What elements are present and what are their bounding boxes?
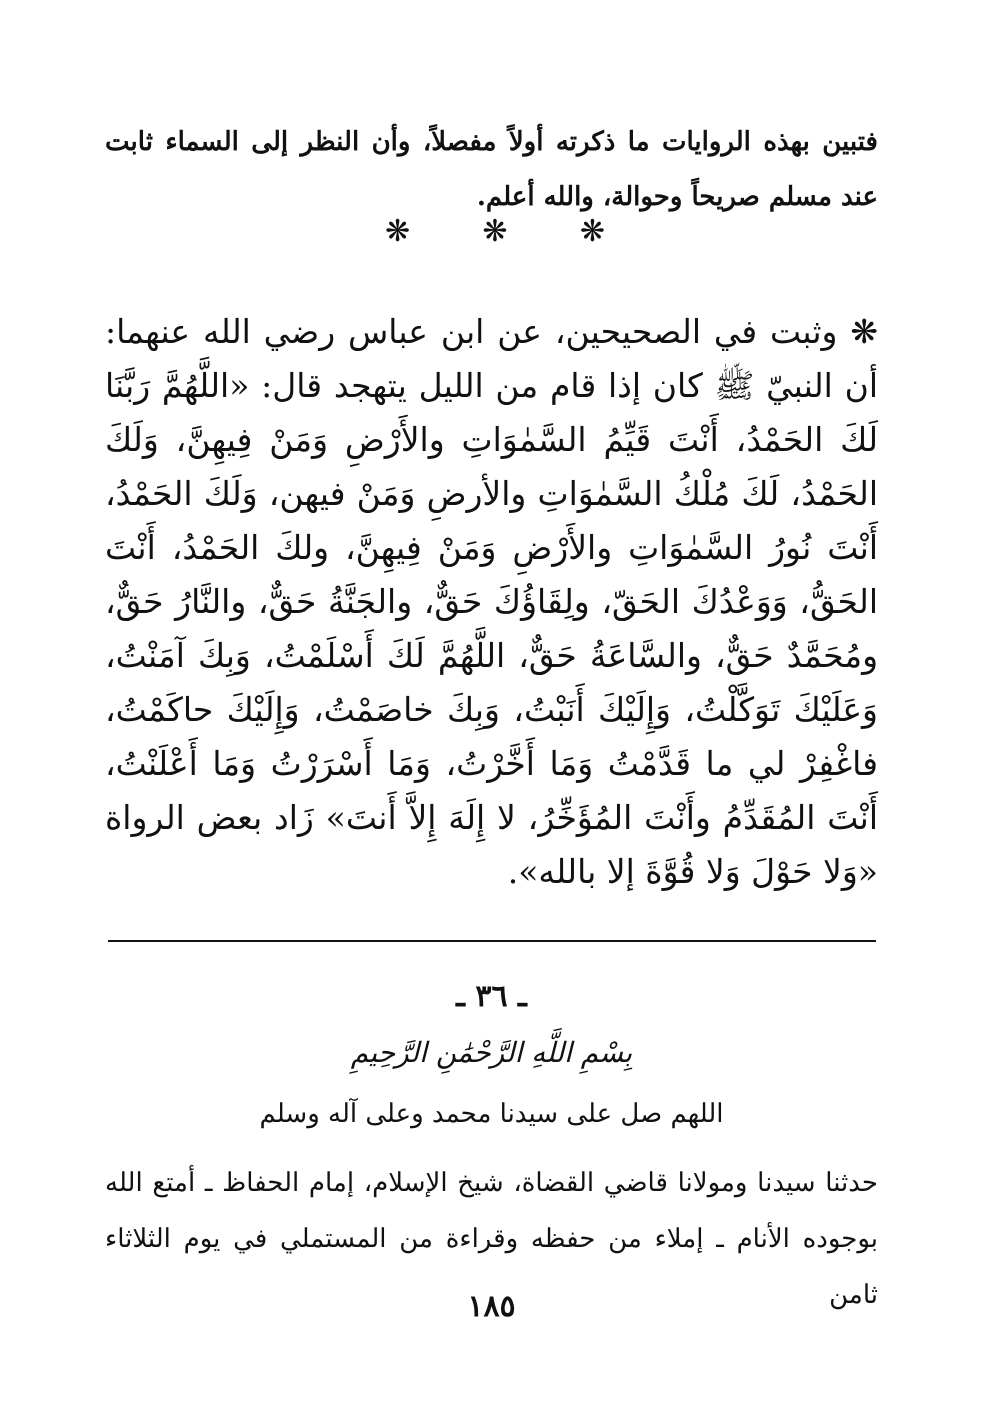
section-divider bbox=[108, 940, 876, 942]
basmala-heading: بِسْمِ اللَّهِ الرَّحْمَٰنِ الرَّحِيمِ bbox=[350, 1036, 633, 1069]
intro-paragraph: فتبين بهذه الروايات ما ذكرته أولاً مفصلاً، وأن النظر إلى السماء ثابت عند مسلم صريحاً وحوالة، والله أعلم. bbox=[105, 127, 878, 212]
salawat-line: اللهم صل على سيدنا محمد وعلى آله وسلم bbox=[259, 1099, 724, 1129]
hadith-paragraph: ❋ وثبت في الصحيحين، عن ابن عباس رضي الله عنهما: أن النبيّ ﷺ كان إذا قام من الليل يتهجد قال: «اللَّهُمَّ رَبَّنَا لَكَ الحَمْدُ، أَنْتَ قَيِّمُ السَّمٰوَاتِ والأَرْضِ وَمَنْ فِيهِنَّ، وَلَكَ الحَمْدُ، لَكَ مُلْكُ السَّمٰوَاتِ والأرضِ وَمَنْ فيهن، وَلَكَ الحَمْدُ، أَنْتَ نُورُ السَّمٰوَاتِ والأَرْضِ وَمَنْ فِيهِنَّ، ولكَ الحَمْدُ، أَنْتَ الحَقُّ، وَوَعْدُكَ الحَقّ، ولِقَاؤُكَ حَقٌّ، والجَنَّةُ حَقٌّ، والنَّارُ حَقٌّ، ومُحَمَّدٌ حَقٌّ، والسَّاعَةُ حَقٌّ، اللَّهُمَّ لَكَ أَسْلَمْتُ، وَبِكَ آمَنْتُ، وَعَلَيْكَ تَوَكَّلْتُ، وَإِلَيْكَ أَنَبْتُ، وَبِكَ خاصَمْتُ، وَإِلَيْكَ حاكَمْتُ، فاغْفِرْ لي ما قَدَّمْتُ وَمَا أَخَّرْتُ، وَمَا أَسْرَرْتُ وَمَا أَعْلَنْتُ، أَنْتَ المُقَدِّمُ وأَنْتَ المُؤَخِّرُ، لا إِلَهَ إِلاَّ أَنتَ» زَاد بعض الرواة «وَلا حَوْلَ وَلا قُوَّةَ إلا بالله». bbox=[105, 312, 878, 891]
separator-star: ❋ bbox=[482, 214, 508, 249]
section-separator bbox=[385, 212, 605, 252]
separator-star: ❋ bbox=[579, 214, 605, 249]
closing-paragraph: حدثنا سيدنا ومولانا قاضي القضاة، شيخ الإسلام، إمام الحفاظ ـ أمتع الله بوجوده الأنام ـ إملاء من حفظه وقراءة من المستملي في يوم الثلاثاء ثامن bbox=[105, 1168, 878, 1310]
separator-star: ❋ bbox=[385, 214, 411, 249]
page-number: ١٨٥ bbox=[467, 1289, 516, 1324]
manuscript-page-marker: ـ ٣٦ ـ bbox=[456, 979, 527, 1014]
